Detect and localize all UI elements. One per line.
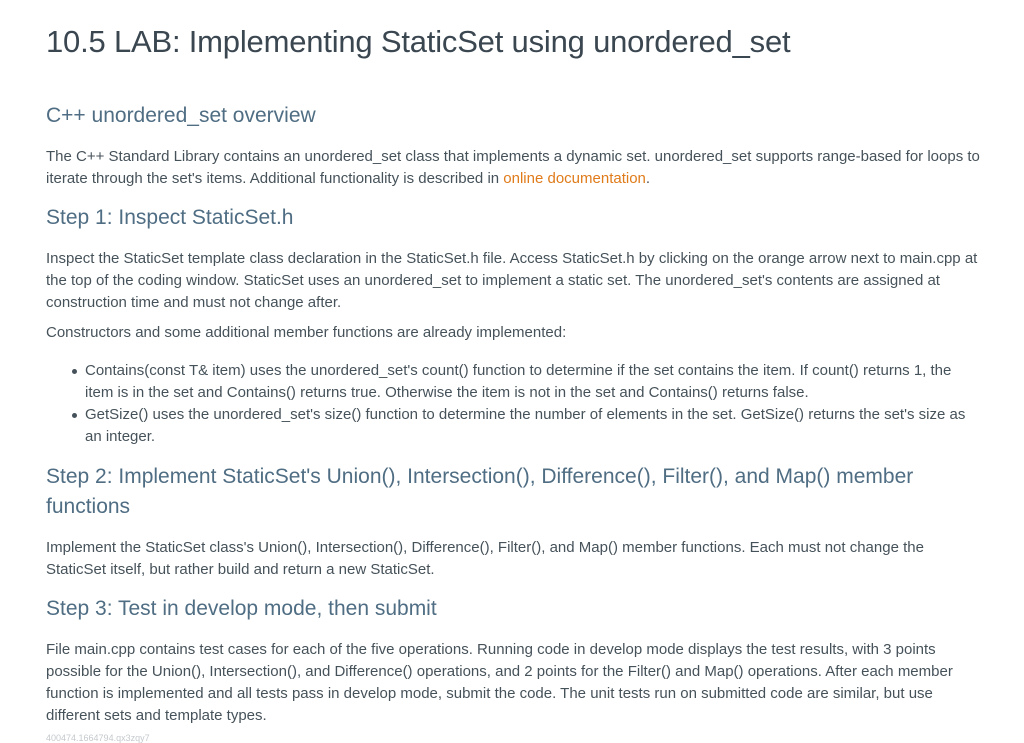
paragraph-step-2: Implement the StaticSet class's Union(), Intersection(), Difference(), Filter(), and Map() member functions. Each must not change the StaticSet itself, but rather build and return a new StaticSet. (46, 539, 924, 578)
activity-id: 400474.1664794.qx3zqy7 (46, 733, 150, 743)
heading-step-1: Step 1: Inspect StaticSet.h (46, 206, 294, 229)
heading-overview: C++ unordered_set overview (46, 104, 316, 127)
heading-step-2: Step 2: Implement StaticSet's Union(), Intersection(), Difference(), Filter(), and Map() member functions (46, 465, 914, 518)
paragraph-constructors: Constructors and some additional member functions are already implemented: (46, 324, 567, 341)
bullet-icon (72, 413, 77, 418)
list-item-text: Contains(const T& item) uses the unordered_set's count() function to determine if the set contains the item. If count() returns 1, the item is in the set and Contains() returns true. Otherwise the item is not in the set and Contains() returns false. (85, 362, 952, 401)
list-item-getsize (46, 404, 982, 448)
paragraph-step-1: Inspect the StaticSet template class declaration in the StaticSet.h file. Access StaticSet.h by clicking on the orange arrow next to main.cpp at the top of the coding window. StaticSet uses an unordered_set to implement a static set. The unordered_set's contents are assigned at construction time and must not change after. (46, 250, 978, 311)
list-item-text: GetSize() uses the unordered_set's size() function to determine the number of elements in the set. GetSize() returns the set's size as an integer. (85, 406, 966, 445)
online-documentation-link[interactable]: online documentation (503, 170, 646, 187)
page-title: 10.5 LAB: Implementing StaticSet using unordered_set (46, 24, 791, 59)
overview-text: The C++ Standard Library contains an unordered_set class that implements a dynamic set. unordered_set supports range-based for loops to iterate through the set's items. Additional functionality is described in (46, 148, 980, 187)
list-item-contains (46, 360, 982, 404)
bullet-icon (72, 369, 77, 374)
member-function-list (46, 360, 982, 448)
heading-step-3: Step 3: Test in develop mode, then submit (46, 597, 437, 620)
paragraph-overview (46, 146, 982, 190)
overview-text-end: . (645, 170, 651, 187)
paragraph-step-3: File main.cpp contains test cases for each of the five operations. Running code in develop mode displays the test results, with 3 points possible for the Union(), Intersection(), and Difference() operations, and 2 points for the Filter() and Map() operations. After each member function is implemented and all tests pass in develop mode, submit the code. The unit tests run on submitted code are similar, but use different sets and template types. (46, 641, 953, 724)
